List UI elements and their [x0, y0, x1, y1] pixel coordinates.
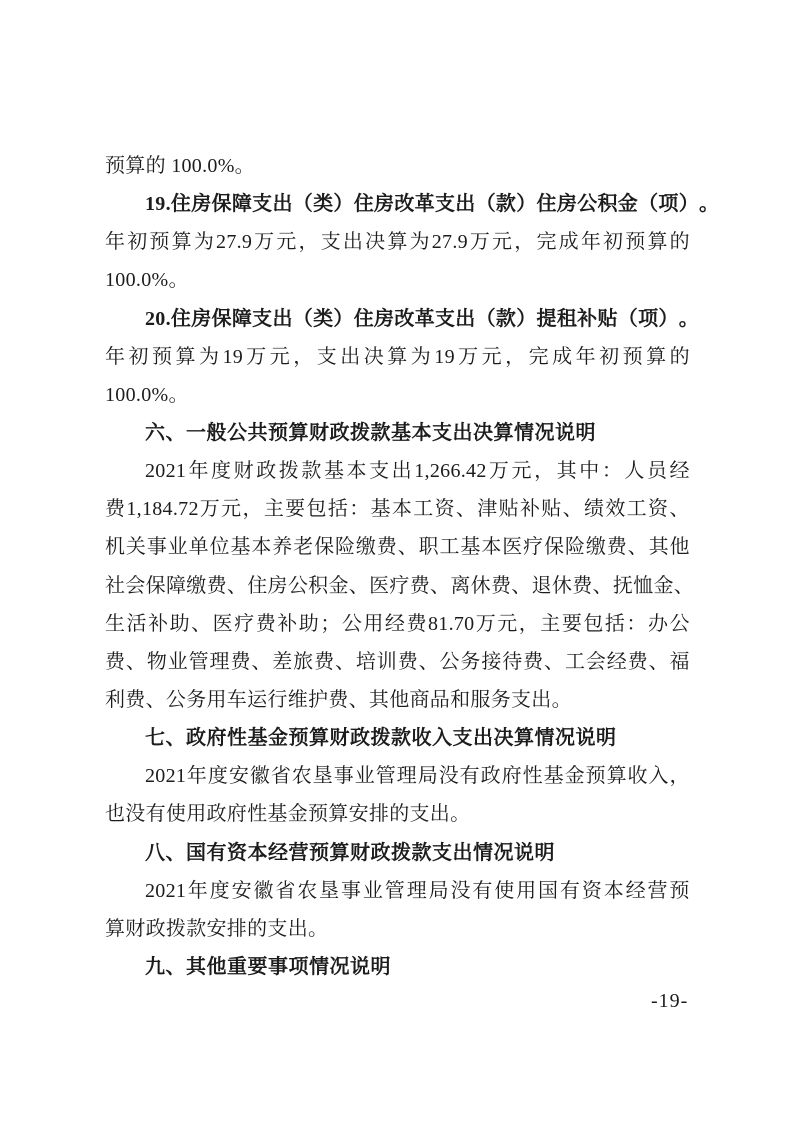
- text-line: 利费、公务用车运行维护费、其他商品和服务支出。: [105, 688, 572, 711]
- text-line: 生 活 补 助 、 医 疗 费 补 助 ； 公 用 经 费 81.70 万 元 ， 主 要 包 括 ： 办 公: [105, 612, 690, 635]
- text-line: 六、一般公共预算财政拨款基本支出决算情况说明: [145, 421, 596, 444]
- text-line: 社 会 保 障 缴 费 、 住 房 公 积 金 、 医 疗 费 、 离 休 费 、 退 休 费 、 抚 恤 金 、: [105, 574, 695, 597]
- text-line: 也没有使用政府性基金预算安排的支出。: [105, 803, 471, 826]
- text-line: 年 初 预 算 为 27.9 万 元 ， 支 出 决 算 为 27.9 万 元 ， 完 成 年 初 预 算 的: [105, 231, 690, 254]
- text-line: 机 关 事 业 单 位 基 本 养 老 保 险 缴 费 、 职 工 基 本 医 疗 保 险 缴 费 、 其 他: [105, 536, 690, 559]
- text-line: 20. 住 房 保 障 支 出 （ 类 ） 住 房 改 革 支 出 （ 款 ） 提 租 补 贴 （ 项 ） 。: [145, 307, 700, 330]
- text-line: 费 1,184.72 万 元 ， 主 要 包 括 ： 基 本 工 资 、 津 贴 补 贴 、 绩 效 工 资 、: [105, 498, 690, 521]
- text-line: 2021 年 度 安 徽 省 农 垦 事 业 管 理 局 没 有 使 用 国 有 资 本 经 营 预: [145, 879, 690, 902]
- text-line: 100.0%。: [105, 269, 189, 292]
- text-line: 19. 住 房 保 障 支 出 （ 类 ） 住 房 改 革 支 出 （ 款 ） 住 房 公 积 金 （ 项 ） 。: [145, 193, 720, 216]
- text-line: 预算的 100.0%。: [105, 155, 255, 177]
- text-line: 2021 年 度 财 政 拨 款 基 本 支 出 1,266.42 万 元 ， 其 中 ： 人 员 经: [145, 460, 690, 483]
- text-line: 2021 年 度 安 徽 省 农 垦 事 业 管 理 局 没 有 政 府 性 基 金 预 算 收 入 ，: [145, 765, 690, 788]
- text-line: 算财政拨款安排的支出。: [105, 917, 329, 940]
- page-number: -19-: [651, 990, 689, 1012]
- text-line: 100.0%。: [105, 383, 189, 406]
- text-line: 七、政府性基金预算财政拨款收入支出决算情况说明: [145, 727, 617, 750]
- text-line: 八、国有资本经营预算财政拨款支出情况说明: [145, 841, 555, 864]
- document-lines: [105, 147, 720, 986]
- text-line: 年 初 预 算 为 19 万 元 ， 支 出 决 算 为 19 万 元 ， 完 成 年 初 预 算 的: [105, 345, 690, 368]
- text-line: 费 、 物 业 管 理 费 、 差 旅 费 、 培 训 费 、 公 务 接 待 费 、 工 会 经 费 、 福: [105, 650, 690, 673]
- text-line: 九、其他重要事项情况说明: [145, 955, 391, 978]
